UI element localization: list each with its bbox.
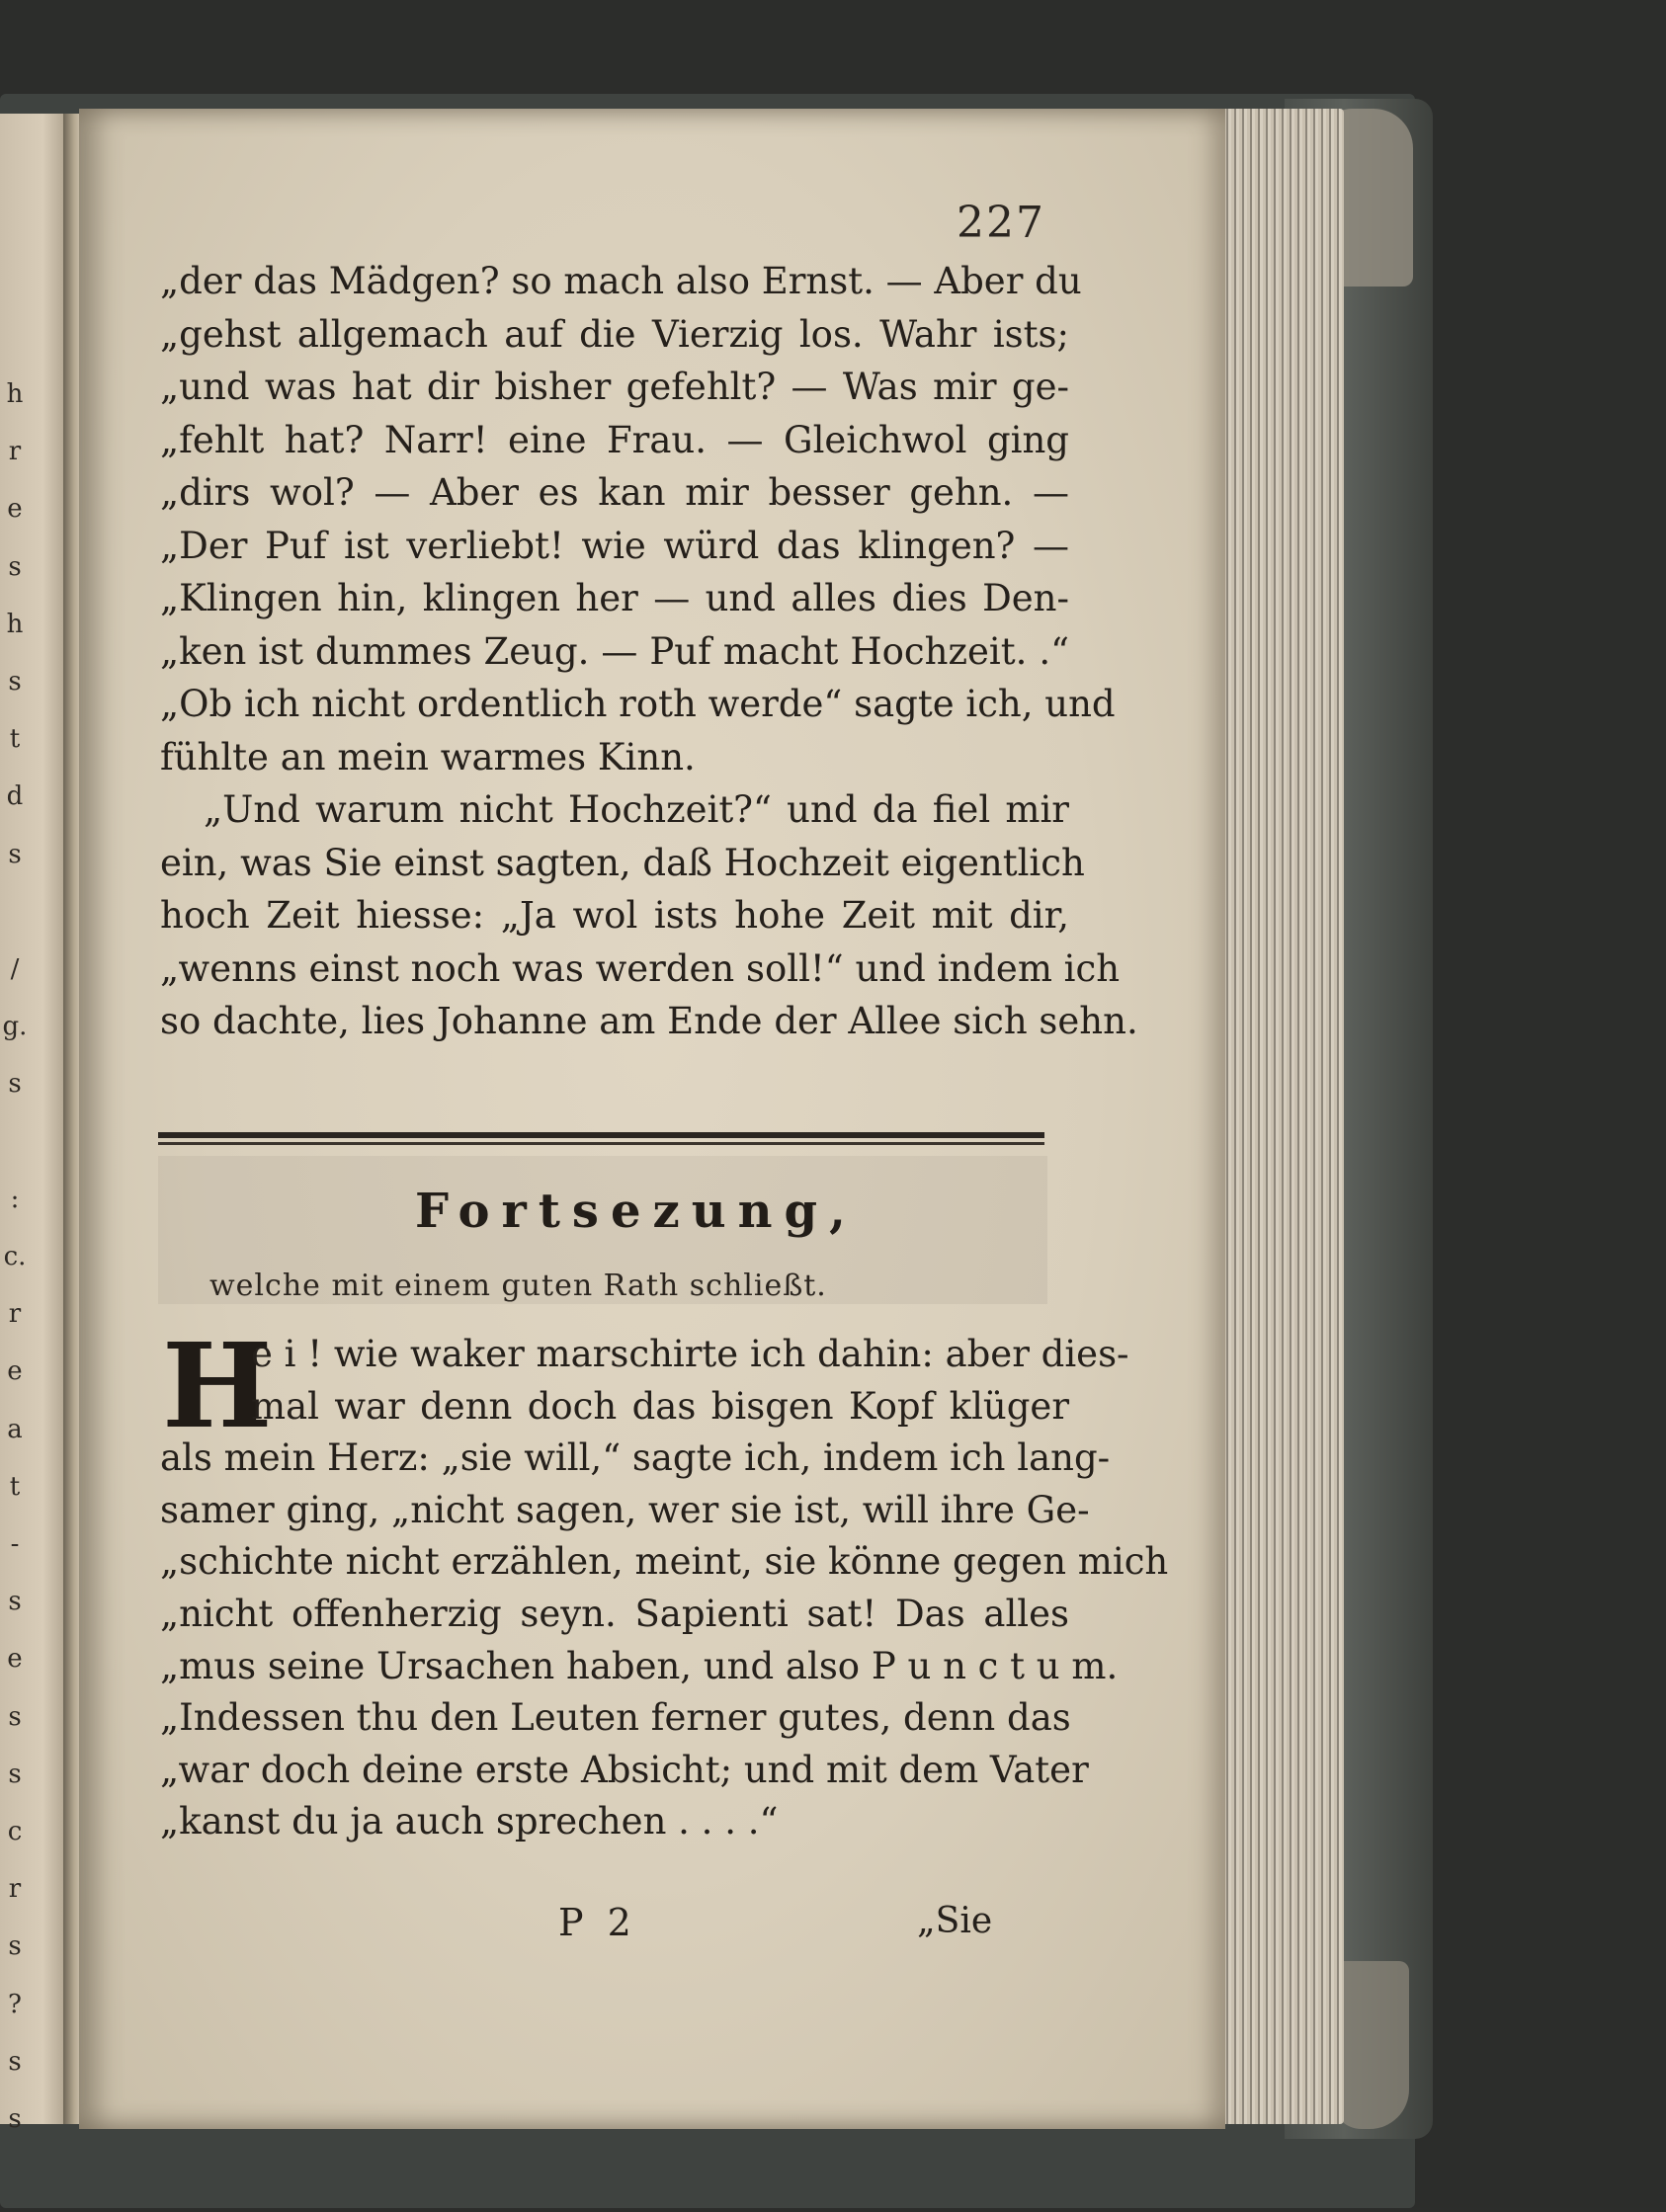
left-page-fragment: s: [8, 1587, 22, 1617]
left-page-fragment: t: [9, 1471, 21, 1502]
section-rule: [158, 1132, 1044, 1138]
left-page-fragment: r: [8, 1874, 22, 1905]
left-page-fragment: s: [8, 2046, 22, 2077]
text-line: mal war denn doch das bisgen Kopf klüger: [251, 1384, 1069, 1428]
text-line: „wenns einst noch was werden soll!“ und indem ich: [160, 946, 1121, 990]
catchword: „Sie: [917, 1901, 993, 1941]
text-line: „Klingen hin, klingen her — und alles dies Den-: [160, 577, 1069, 619]
printer-signature: P 2: [558, 1901, 637, 1944]
text-line: „schichte nicht erzählen, meint, sie könne gegen mich: [160, 1540, 1169, 1584]
text-line: „der das Mädgen? so mach also Ernst. — Aber du: [160, 260, 1082, 302]
left-page-fragment: s: [8, 2104, 22, 2135]
drop-cap: H: [162, 1317, 273, 1454]
text-block-upper: [160, 255, 1138, 1048]
text-line: ein, was Sie einst sagten, daß Hochzeit eigentlich: [160, 841, 1085, 884]
left-page-fragment: c.: [3, 1242, 27, 1272]
text-line: „und was hat dir bisher gefehlt? — Was mir ge-: [160, 366, 1069, 408]
section-rule-thin: [158, 1142, 1044, 1145]
left-page-fragment: s: [8, 551, 22, 582]
text-line: „nicht offenherzig seyn. Sapienti sat! Das alles: [160, 1592, 1069, 1635]
left-page-fragment: g.: [2, 1012, 28, 1042]
text-line: hoch Zeit hiesse: „Ja wol ists hohe Zeit mit dir,: [160, 894, 1069, 937]
text-line: „gehst allgemach auf die Vierzig los. Wahr ists;: [160, 312, 1069, 356]
left-page-fragment: s: [8, 1759, 22, 1789]
text-line: e i ! wie waker marschirte ich dahin: aber dies-: [251, 1333, 1129, 1375]
left-page-fragment: e: [7, 494, 23, 525]
page-number: 227: [957, 198, 1045, 248]
left-page-fragment: :: [10, 1184, 20, 1214]
text-block-lower: [160, 1317, 1169, 1848]
left-page-fragment: d: [6, 781, 24, 812]
left-page-fragment: [2, 1113, 28, 1171]
text-line: „Ob ich nicht ordentlich roth werde“ sagte ich, und: [160, 683, 1116, 725]
text-line: „Der Puf ist verliebt! wie würd das klingen? —: [160, 524, 1069, 567]
text-line: so dachte, lies Johanne am Ende der Allee sich sehn.: [160, 1000, 1138, 1042]
left-page-fragment: r: [8, 1299, 22, 1330]
left-page-fragment: s: [8, 839, 22, 869]
text-line: samer ging, „nicht sagen, wer sie ist, will ihre Ge-: [160, 1488, 1090, 1531]
text-line: „fehlt hat? Narr! eine Frau. — Gleichwol ging: [160, 418, 1069, 461]
left-page-fragment: h: [6, 609, 24, 639]
section-subheading: welche mit einem guten Rath schließt.: [209, 1269, 827, 1303]
text-line: „mus seine Ursachen haben, und also P u n c t u m.: [160, 1644, 1119, 1687]
left-page-fragment: e: [7, 1644, 23, 1675]
left-page-fragment: e: [7, 1356, 23, 1387]
left-page-fragment: [2, 883, 28, 941]
left-page-fragments: [2, 366, 28, 2148]
left-page-fragment: ?: [8, 1989, 22, 2019]
page-edges: [1215, 109, 1344, 2124]
text-line: „kanst du ja auch sprechen . . . .“: [160, 1800, 779, 1843]
text-line: „war doch deine erste Absicht; und mit dem Vater: [160, 1748, 1089, 1791]
left-page-fragment: t: [9, 724, 21, 755]
left-page-fragment: r: [8, 437, 22, 467]
left-page-fragment: /: [10, 954, 20, 985]
text-line: „dirs wol? — Aber es kan mir besser gehn. —: [160, 471, 1069, 514]
left-page-fragment: h: [6, 379, 24, 409]
left-page: [0, 114, 71, 2135]
text-line: „Und warum nicht Hochzeit?“ und da fiel mir: [204, 788, 1069, 831]
left-page-fragment: c: [7, 1817, 23, 1847]
text-line: „Indessen thu den Leuten ferner gutes, denn das: [160, 1696, 1071, 1740]
left-page-fragment: s: [8, 1701, 22, 1732]
left-page-fragment: s: [8, 1931, 22, 1962]
left-page-fragment: -: [10, 1529, 20, 1560]
section-heading: Fortsezung,: [415, 1184, 858, 1239]
text-line: „ken ist dummes Zeug. — Puf macht Hochzeit. .“: [160, 629, 1069, 673]
left-page-fragment: s: [8, 1069, 22, 1100]
left-page-fragment: s: [8, 667, 22, 697]
text-line: als mein Herz: „sie will,“ sagte ich, indem ich lang-: [160, 1436, 1111, 1480]
left-page-fragment: a: [7, 1414, 23, 1444]
text-line: fühlte an mein warmes Kinn.: [160, 735, 696, 778]
